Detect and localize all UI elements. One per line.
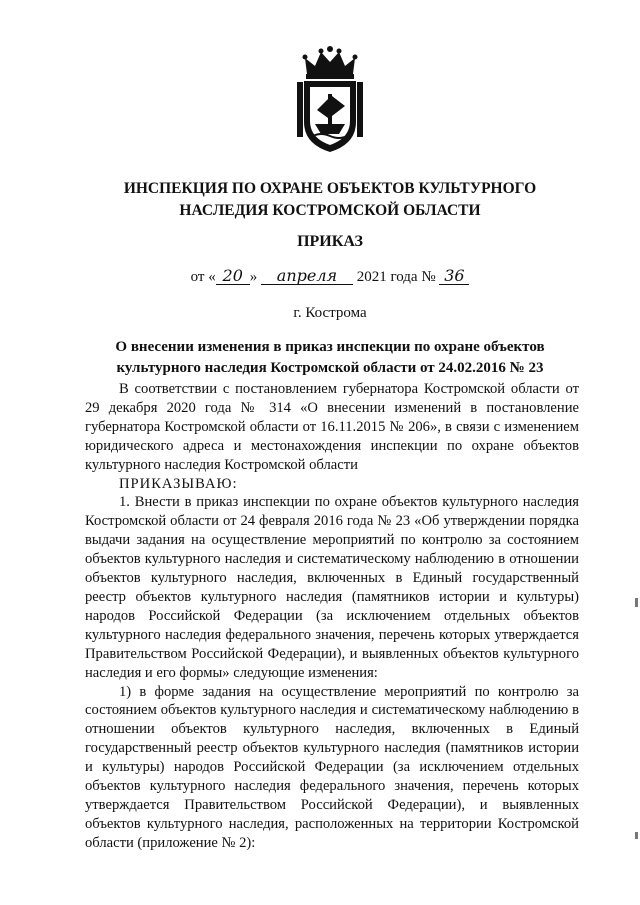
handwritten-month: апреля bbox=[261, 268, 353, 285]
agency-name-line-1: ИНСПЕКЦИЯ ПО ОХРАНЕ ОБЪЕКТОВ КУЛЬТУРНОГО bbox=[123, 180, 537, 197]
scan-edge-mark bbox=[635, 832, 638, 839]
date-prefix: от « bbox=[190, 269, 216, 285]
year-and-number-label: 2021 года № bbox=[356, 269, 436, 285]
scan-edge-mark bbox=[635, 598, 638, 607]
order-body bbox=[85, 380, 579, 853]
document-type-title: ПРИКАЗ bbox=[297, 233, 363, 250]
order-directive: ПРИКАЗЫВАЮ: bbox=[119, 475, 238, 492]
coat-of-arms-emblem bbox=[295, 44, 365, 156]
subject-line-2: культурного наследия Костромской области от 24.02.2016 № 23 bbox=[116, 360, 544, 376]
agency-name bbox=[60, 178, 600, 222]
item-1-paragraph: 1. Внести в приказ инспекции по охране объектов культурного наследия Костромской области от 24 февраля 2016 года № 23 «Об утверждении порядка выдачи задания на осуществление мероприятий по контролю за состоянием объектов культурного наследия и систематическому наблюдению в отношении объектов культурного наследия, включенных в Единый государственный реестр объектов культурного наследия (памятников истории и культуры) народов Российской Федерации (за исключением отдельных объектов культурного наследия федерального значения, перечень которых утверждается Правительством Российской Федерации), и выявленных объектов культурного наследия и его формы» следующие изменения: bbox=[85, 494, 579, 681]
order-subject bbox=[110, 337, 550, 379]
date-separator: » bbox=[249, 269, 258, 285]
city-name: г. Кострома bbox=[293, 305, 367, 321]
subitem-1-paragraph: 1) в форме задания на осуществление мероприятий по контролю за состоянием объектов культурного наследия и систематическому наблюдению в отношении объектов культурного наследия, включенных в Единый государственный реестр объектов культурного наследия (памятников истории и культуры) народов Российской Федерации (за исключением отдельных объектов культурного наследия федерального значения, перечень которых утверждается Правительством Российской Федерации), и выявленных объектов культурного наследия, расположенных на территории Костромской области (приложение № 2): bbox=[85, 683, 579, 851]
agency-name-line-2: НАСЛЕДИЯ КОСТРОМСКОЙ ОБЛАСТИ bbox=[179, 202, 481, 219]
handwritten-day: 20 bbox=[216, 268, 250, 285]
preamble-paragraph: В соответствии с постановлением губернатора Костромской области от 29 декабря 2020 года № 314 «О внесении изменений в постановление губернатора Костромской области от 16.11.2015 № 206», в связи с изменением юридического адреса и местонахождения инспекции по охране объектов культурного наследия Костромской области bbox=[85, 381, 579, 473]
order-date-line bbox=[60, 268, 600, 286]
subject-line-1: О внесении изменения в приказ инспекции по охране объектов bbox=[115, 339, 545, 355]
handwritten-order-number: 36 bbox=[439, 268, 469, 285]
